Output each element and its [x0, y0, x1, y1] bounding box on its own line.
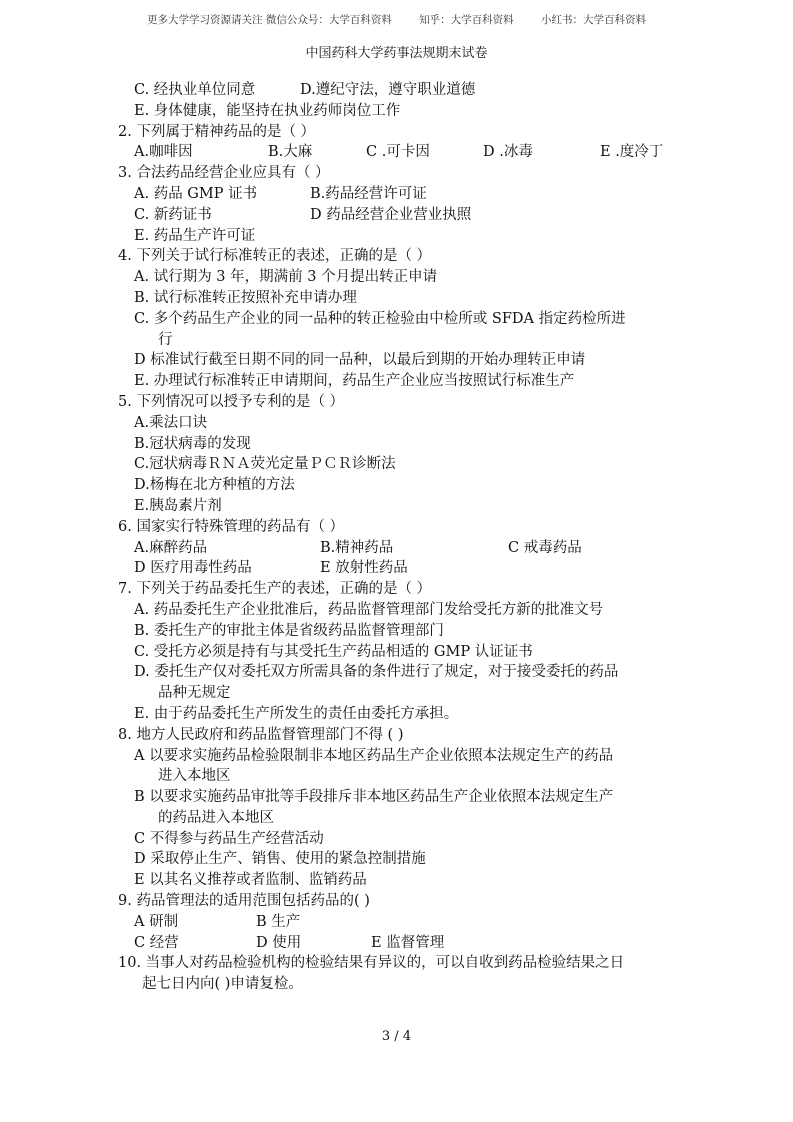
document-title: 中国药科大学药事法规期末试卷 — [305, 46, 488, 61]
q9-option-d: D 使用 — [256, 934, 302, 951]
page-header — [0, 12, 793, 27]
q3-option-b: B.药品经营许可证 — [310, 185, 427, 202]
q8-option-d: D 采取停止生产、销售、使用的紧急控制措施 — [134, 851, 426, 868]
q8-stem: 8. 地方人民政府和药品监督管理部门不得 ( ) — [118, 726, 404, 743]
q6-option-a: A.麻醉药品 — [134, 539, 208, 556]
q5-option-e: E.胰岛素片剂 — [134, 497, 222, 514]
q4-option-a: A. 试行期为 3 年，期满前 3 个月提出转正申请 — [134, 269, 438, 286]
q4-option-d: D 标准试行截至日期不同的同一品种，以最后到期的开始办理转正申请 — [134, 352, 586, 369]
q8-option-a-continued: 进入本地区 — [158, 768, 231, 785]
q3-stem: 3. 合法药品经营企业应具有（ ） — [118, 165, 330, 182]
q2-stem: 2. 下列属于精神药品的是（ ） — [118, 123, 316, 140]
q1-option-e: E. 身体健康，能坚持在执业药师岗位工作 — [134, 102, 401, 119]
q3-option-c: C. 新药证书 — [134, 206, 212, 223]
q9-option-b: B 生产 — [256, 913, 301, 930]
q6-stem: 6. 国家实行特殊管理的药品有（ ） — [118, 518, 345, 535]
q5-option-c: C.冠状病毒ＲＮＡ荧光定量ＰＣＲ诊断法 — [134, 456, 396, 473]
q7-option-b: B. 委托生产的审批主体是省级药品监督管理部门 — [134, 622, 444, 639]
q5-option-d: D.杨梅在北方种植的方法 — [134, 477, 295, 494]
header-wechat: 更多大学学习资源请关注 微信公众号：大学百科资料 — [146, 14, 392, 26]
q3-option-d: D 药品经营企业营业执照 — [310, 206, 472, 223]
q6-option-e: E 放射性药品 — [320, 560, 408, 577]
q9-stem: 9. 药品管理法的适用范围包括药品的( ) — [118, 893, 370, 910]
q9-options-row-2 — [118, 933, 698, 954]
q1-options-row — [118, 80, 698, 101]
q6-options-row-2 — [118, 558, 698, 579]
q9-option-c: C 经营 — [134, 934, 179, 951]
q2-option-d: D .冰毒 — [483, 144, 533, 161]
q2-option-e: E .度冷丁 — [600, 144, 664, 161]
q2-option-b: B.大麻 — [268, 144, 313, 161]
q4-option-e: E. 办理试行标准转正申请期间，药品生产企业应当按照试行标准生产 — [134, 373, 575, 390]
q6-options-row-1 — [118, 538, 698, 559]
q2-option-c: C .可卡因 — [366, 144, 430, 161]
q4-option-c: C. 多个药品生产企业的同一品种的转正检验由中检所或 SFDA 指定药检所进 — [134, 310, 626, 327]
q4-option-c-continued: 行 — [158, 331, 173, 348]
header-zhihu: 知乎：大学百科资料 — [419, 14, 514, 26]
q9-option-a: A 研制 — [134, 913, 179, 930]
q6-option-b: B.精神药品 — [320, 539, 394, 556]
q7-option-a: A. 药品委托生产企业批准后，药品监督管理部门发给受托方新的批准文号 — [134, 601, 604, 618]
q8-option-b-continued: 的药品进入本地区 — [158, 809, 274, 826]
q8-option-a: A 以要求实施药品检验限制非本地区药品生产企业依照本法规定生产的药品 — [134, 747, 614, 764]
q8-option-b: B 以要求实施药品审批等手段排斥非本地区药品生产企业依照本法规定生产 — [134, 789, 614, 806]
q9-options-row-1 — [118, 912, 698, 933]
q6-option-d: D 医疗用毒性药品 — [134, 560, 252, 577]
q3-option-e: E. 药品生产许可证 — [134, 227, 256, 244]
q7-option-c: C. 受托方必须是持有与其受托生产药品相适的 GMP 认证证书 — [134, 643, 533, 660]
q2-option-a: A.咖啡因 — [134, 144, 193, 161]
q1-option-d: D.遵纪守法，遵守职业道德 — [300, 82, 476, 98]
q3-option-a: A. 药品 GMP 证书 — [134, 185, 258, 202]
q2-options-row — [118, 142, 698, 163]
q3-options-row-2 — [118, 205, 698, 226]
q5-stem: 5. 下列情况可以授予专利的是（ ） — [118, 393, 345, 410]
q10-stem-continued: 起七日内向( )申请复检。 — [142, 976, 303, 993]
q8-option-c: C 不得参与药品生产经营活动 — [134, 830, 324, 847]
q9-option-e: E 监督管理 — [371, 934, 445, 951]
exam-body — [118, 80, 698, 995]
page-number: 3 / 4 — [381, 1029, 412, 1044]
q4-stem: 4. 下列关于试行标准转正的表述，正确的是（ ） — [118, 248, 432, 265]
q4-option-b: B. 试行标准转正按照补充申请办理 — [134, 289, 357, 306]
q7-option-d: D. 委托生产仅对委托双方所需具备的条件进行了规定，对于接受委托的药品 — [134, 664, 619, 681]
q5-option-a: A.乘法口诀 — [134, 414, 208, 431]
q10-stem: 10. 当事人对药品检验机构的检验结果有异议的，可以自收到药品检验结果之日 — [118, 955, 625, 972]
q7-option-e: E. 由于药品委托生产所发生的责任由委托方承担。 — [134, 705, 459, 722]
header-xiaohongshu: 小红书：大学百科资料 — [541, 14, 647, 26]
q5-option-b: B.冠状病毒的发现 — [134, 435, 251, 452]
q6-option-c: C 戒毒药品 — [508, 539, 582, 556]
q1-option-c: C. 经执业单位同意 — [134, 82, 256, 98]
q7-stem: 7. 下列关于药品委托生产的表述，正确的是（ ） — [118, 581, 432, 598]
q7-option-d-continued: 品种无规定 — [158, 685, 231, 702]
q8-option-e: E 以其名义推荐或者监制、监销药品 — [134, 872, 367, 889]
q3-options-row-1 — [118, 184, 698, 205]
